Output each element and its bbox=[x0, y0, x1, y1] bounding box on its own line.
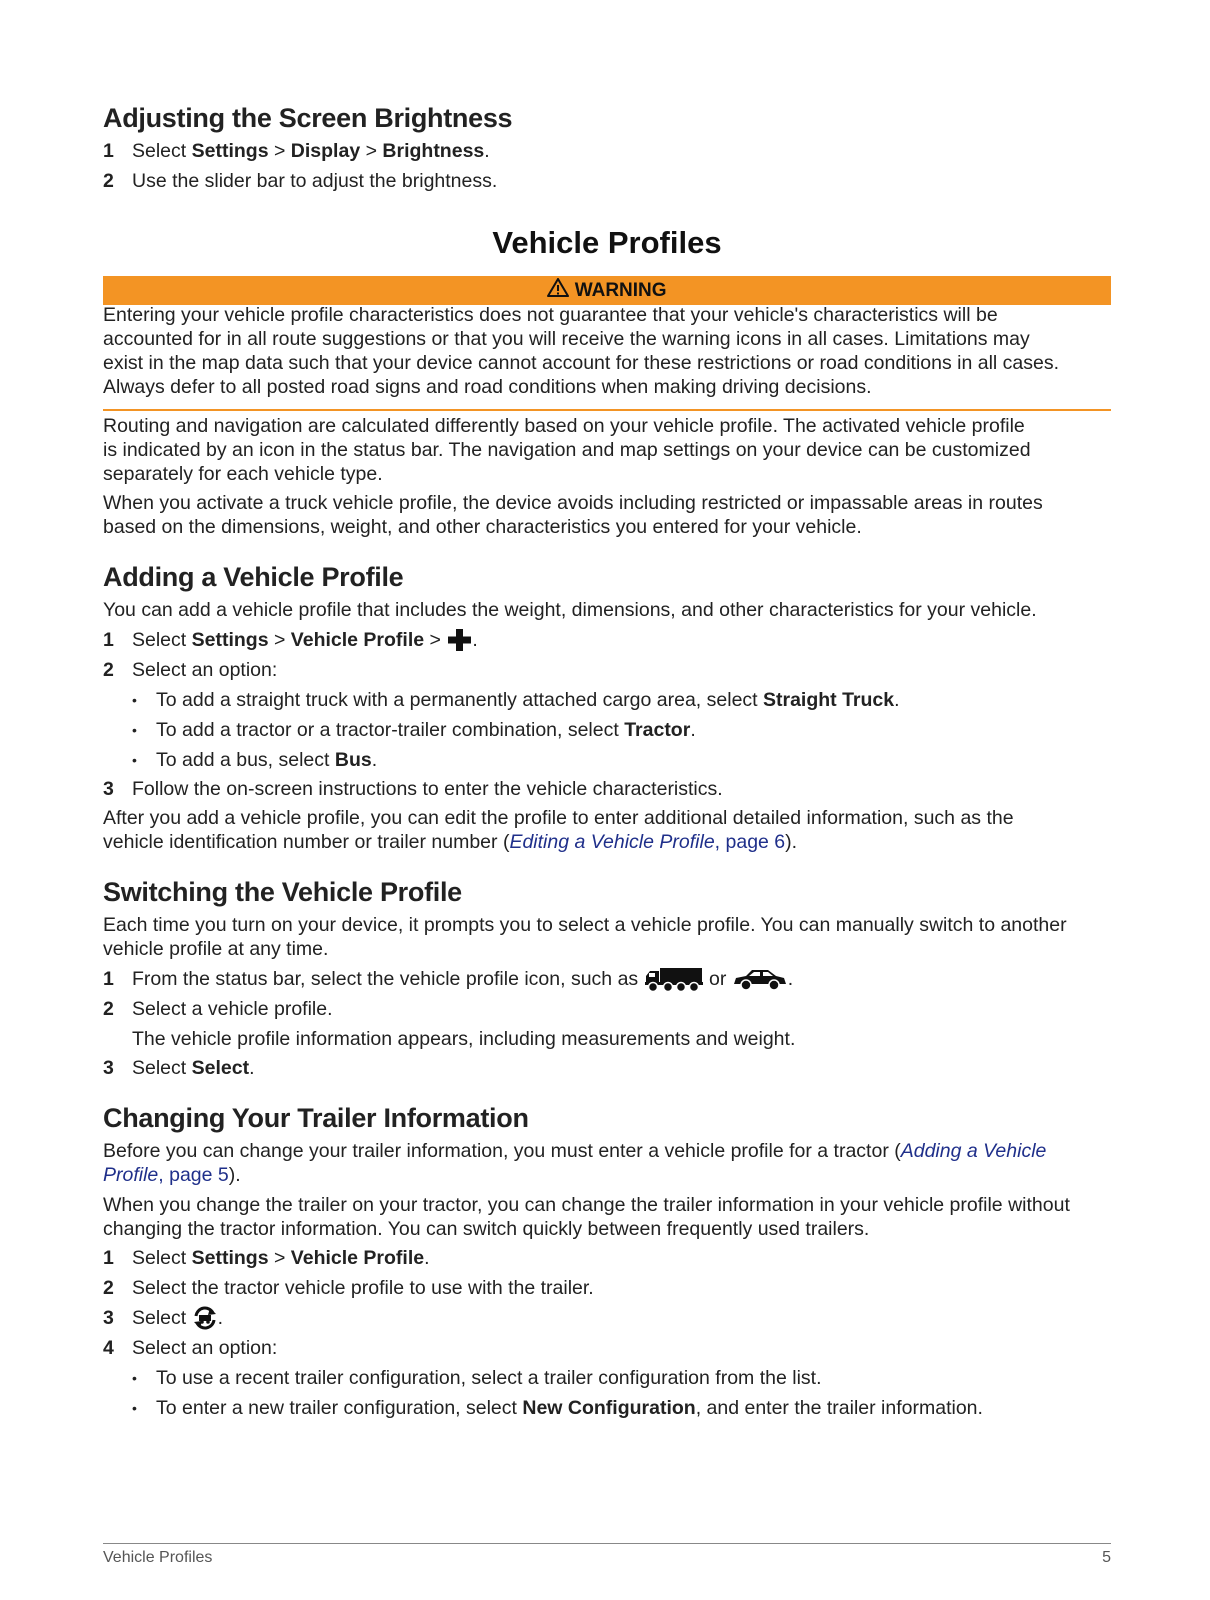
step-number: 3 bbox=[103, 1307, 114, 1329]
menu-vehicle-profile: Vehicle Profile bbox=[290, 1247, 425, 1269]
step-number: 1 bbox=[103, 140, 114, 162]
switching-intro-line: vehicle profile at any time. bbox=[103, 938, 329, 960]
menu-settings: Settings bbox=[191, 1247, 269, 1269]
step-text: Select the tractor vehicle profile to use with the trailer. bbox=[132, 1277, 594, 1299]
intro-paragraph-line: based on the dimensions, weight, and other characteristics you entered for your vehicle. bbox=[103, 516, 862, 538]
step-number: 1 bbox=[103, 629, 114, 651]
add-plus-icon bbox=[446, 628, 472, 654]
bullet-text: To add a bus, select Bus. bbox=[156, 749, 378, 771]
heading-switching-profile: Switching the Vehicle Profile bbox=[103, 877, 462, 907]
chapter-title: Vehicle Profiles bbox=[492, 225, 722, 260]
trailer-swap-icon bbox=[192, 1306, 218, 1331]
warning-text-line: accounted for in all route suggestions or that you will receive the warning icons in all cases. Limitations may bbox=[103, 328, 1030, 350]
warning-icon bbox=[547, 278, 569, 304]
bullet-text: To add a tractor or a tractor-trailer combination, select Tractor. bbox=[156, 719, 696, 741]
document-page bbox=[103, 0, 1111, 1600]
footer-divider bbox=[103, 1543, 1111, 1544]
button-label-select: Select bbox=[191, 1057, 250, 1079]
trailer-intro-line: When you change the trailer on your tractor, you can change the trailer information in your vehicle profile without bbox=[103, 1194, 1070, 1216]
menu-settings: Settings bbox=[191, 140, 269, 162]
link-editing-vehicle-profile[interactable]: Editing a Vehicle Profile bbox=[509, 831, 715, 853]
menu-vehicle-profile: Vehicle Profile bbox=[290, 629, 425, 652]
switching-intro-line: Each time you turn on your device, it prompts you to select a vehicle profile. You can manually switch to another bbox=[103, 914, 1067, 936]
menu-settings: Settings bbox=[191, 629, 269, 652]
link-adding-vehicle-profile[interactable]: Adding a Vehicle bbox=[900, 1140, 1047, 1162]
step-number: 3 bbox=[103, 778, 114, 800]
bullet-dot: • bbox=[132, 722, 137, 738]
link-page-ref[interactable]: , page 6 bbox=[714, 831, 786, 853]
step-text: Select Select. bbox=[132, 1057, 255, 1079]
step-note-text: The vehicle profile information appears, including measurements and weight. bbox=[132, 1028, 796, 1050]
heading-trailer-info: Changing Your Trailer Information bbox=[103, 1103, 529, 1133]
trailer-intro-line: changing the tractor information. You can switch quickly between frequently used trailers. bbox=[103, 1218, 870, 1240]
step-number: 2 bbox=[103, 1277, 114, 1299]
step-text: Select Settings > Vehicle Profile. bbox=[132, 1247, 430, 1269]
step-text: Select an option: bbox=[132, 659, 278, 681]
bullet-text: To use a recent trailer configuration, select a trailer configuration from the list. bbox=[156, 1367, 822, 1389]
bullet-text: To enter a new trailer configuration, select New Configuration, and enter the trailer information. bbox=[156, 1397, 983, 1419]
warning-label: WARNING bbox=[103, 278, 1111, 304]
footer-section-title: Vehicle Profiles bbox=[103, 1549, 213, 1566]
bullet-dot: • bbox=[132, 1370, 137, 1386]
bullet-text: To add a straight truck with a permanently attached cargo area, select Straight Truck. bbox=[156, 689, 900, 711]
intro-paragraph-line: separately for each vehicle type. bbox=[103, 463, 383, 485]
bullet-dot: • bbox=[132, 1400, 137, 1416]
warning-text-line: Always defer to all posted road signs and road conditions when making driving decisions. bbox=[103, 376, 872, 398]
menu-display: Display bbox=[290, 140, 361, 162]
heading-brightness: Adjusting the Screen Brightness bbox=[103, 103, 513, 133]
step-text: Select an option: bbox=[132, 1337, 278, 1359]
step-text: Follow the on-screen instructions to enter the vehicle characteristics. bbox=[132, 778, 723, 800]
step-number: 1 bbox=[103, 968, 114, 990]
warning-text-line: exist in the map data such that your device cannot account for these restrictions or road conditions in all cases. bbox=[103, 352, 1060, 374]
step-text: Select a vehicle profile. bbox=[132, 998, 333, 1020]
step-text: Select . bbox=[132, 1306, 223, 1331]
bullet-dot: • bbox=[132, 692, 137, 708]
step-number: 2 bbox=[103, 659, 114, 681]
warning-text-line: Entering your vehicle profile characteristics does not guarantee that your vehicle's characteristics will be bbox=[103, 304, 998, 326]
link-adding-vehicle-profile-cont[interactable]: Profile bbox=[103, 1164, 159, 1186]
step-number: 4 bbox=[103, 1337, 114, 1359]
footer-page-number: 5 bbox=[1102, 1549, 1111, 1566]
step-number: 2 bbox=[103, 170, 114, 192]
intro-paragraph-line: Routing and navigation are calculated differently based on your vehicle profile. The activated vehicle profile bbox=[103, 415, 1025, 437]
step-number: 3 bbox=[103, 1057, 114, 1079]
step-text: Select Settings > Display > Brightness. bbox=[132, 140, 490, 162]
intro-paragraph-line: is indicated by an icon in the status bar. The navigation and map settings on your device can be customized bbox=[103, 439, 1031, 461]
bullet-dot: • bbox=[132, 752, 137, 768]
step-text: Use the slider bar to adjust the brightness. bbox=[132, 170, 498, 192]
intro-paragraph-line: When you activate a truck vehicle profile, the device avoids including restricted or impassable areas in routes bbox=[103, 492, 1043, 514]
step-number: 1 bbox=[103, 1247, 114, 1269]
adding-after-line: After you add a vehicle profile, you can edit the profile to enter additional detailed information, such as the bbox=[103, 807, 1014, 829]
step-number: 2 bbox=[103, 998, 114, 1020]
warning-divider bbox=[103, 409, 1111, 411]
heading-adding-profile: Adding a Vehicle Profile bbox=[103, 562, 404, 592]
adding-intro: You can add a vehicle profile that includes the weight, dimensions, and other characteristics for your vehicle. bbox=[103, 599, 1037, 621]
menu-brightness: Brightness bbox=[382, 140, 485, 162]
adding-after-line: vehicle identification number or trailer number (Editing a Vehicle Profile, page 6). bbox=[103, 831, 798, 853]
step-text: Select Settings > Vehicle Profile > . bbox=[132, 628, 478, 654]
trailer-intro-line: Profile, page 5). bbox=[103, 1164, 241, 1186]
truck-icon bbox=[644, 967, 704, 993]
link-page-ref[interactable]: , page 5 bbox=[158, 1164, 229, 1186]
car-icon bbox=[732, 968, 788, 993]
step-text: From the status bar, select the vehicle profile icon, such as or . bbox=[132, 967, 793, 993]
trailer-intro-line: Before you can change your trailer information, you must enter a vehicle profile for a tractor (Adding a Vehicle bbox=[103, 1140, 1047, 1162]
